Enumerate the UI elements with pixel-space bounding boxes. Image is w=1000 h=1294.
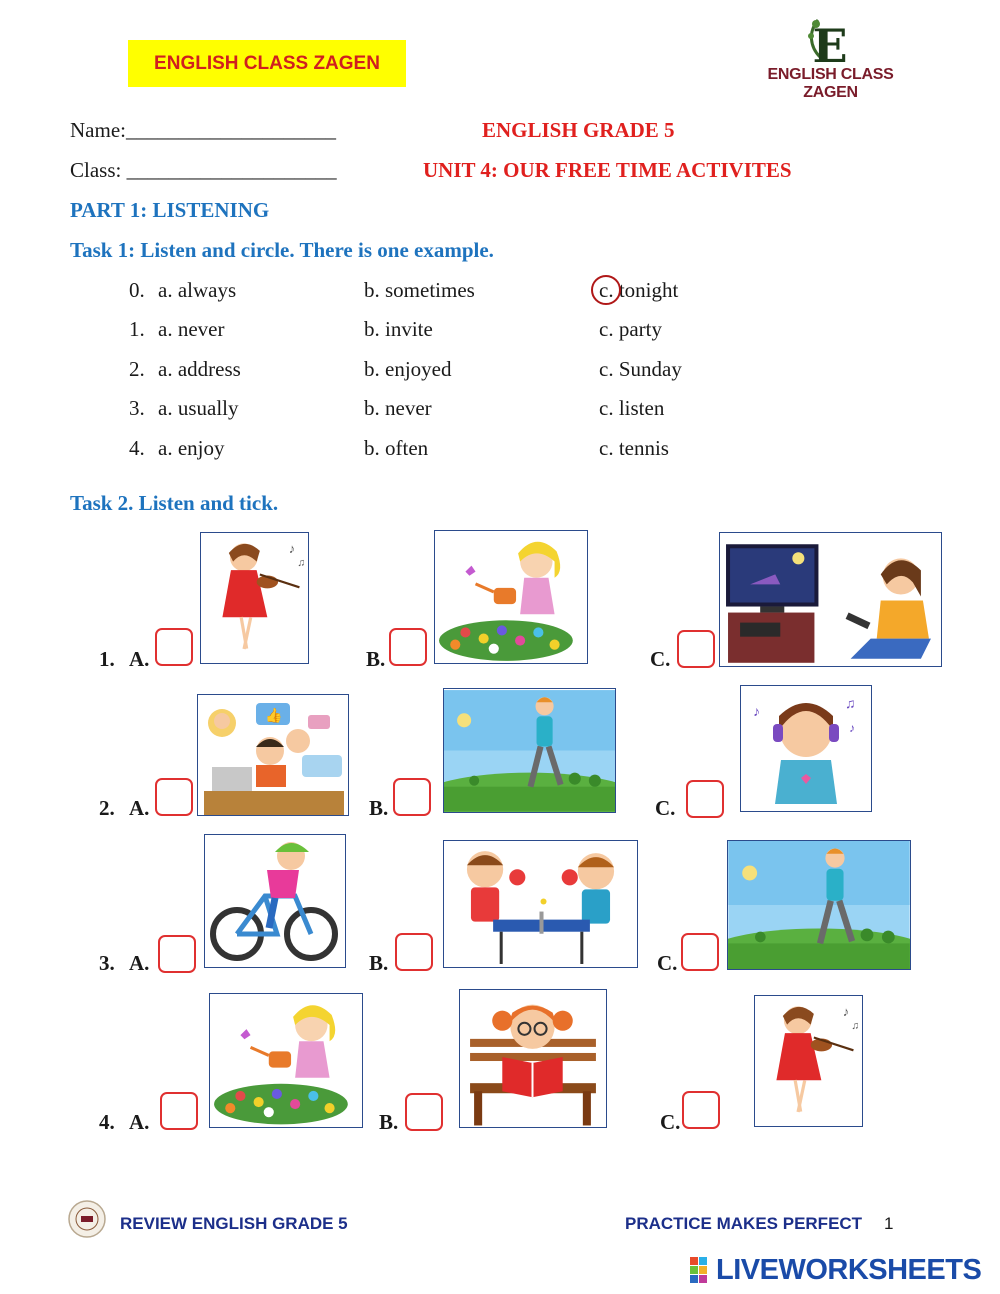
logo-text: ENGLISH CLASS ZAGEN bbox=[767, 66, 894, 101]
task1-row0-c[interactable] bbox=[599, 278, 678, 303]
task2-q3-c-picture bbox=[727, 840, 911, 970]
task2-q3-b-picture bbox=[443, 840, 638, 968]
task2-q2-label-c: C. bbox=[655, 796, 676, 820]
task2-q1-label-b: B. bbox=[366, 647, 386, 671]
task1-title: Task 1: Listen and circle. There is one example. bbox=[70, 238, 494, 262]
task2-q1-c-picture bbox=[719, 532, 942, 667]
logo-letter: E bbox=[812, 19, 848, 73]
task2-q1-label-c: C. bbox=[650, 647, 671, 671]
footer-left-text: REVIEW ENGLISH GRADE 5 bbox=[120, 1214, 348, 1233]
task2-q4-label-a: A. bbox=[129, 1110, 150, 1134]
task2-q4-label-c: C. bbox=[660, 1110, 681, 1134]
class-field[interactable]: Class: ____________________ bbox=[70, 158, 337, 182]
task2-q1-a-picture bbox=[200, 532, 309, 664]
liveworksheets-brand[interactable] bbox=[690, 1252, 981, 1288]
task2-q1-c-checkbox[interactable] bbox=[677, 630, 715, 668]
task1-row2-b[interactable]: b. enjoyed bbox=[364, 357, 452, 381]
task2-q2-c-checkbox[interactable] bbox=[686, 780, 724, 818]
task2-q4-num: 4. bbox=[99, 1110, 115, 1134]
task1-row4-c[interactable]: c. tennis bbox=[599, 436, 669, 460]
grade-title: ENGLISH GRADE 5 bbox=[482, 118, 675, 142]
task2-title: Task 2. Listen and tick. bbox=[70, 491, 279, 515]
task2-q4-b-picture bbox=[459, 989, 607, 1128]
task2-q1-label-a: A. bbox=[129, 647, 150, 671]
task1-row1-num: 1. bbox=[129, 317, 145, 341]
task2-q4-label-b: B. bbox=[379, 1110, 399, 1134]
task2-q1-num: 1. bbox=[99, 647, 115, 671]
footer-logo bbox=[68, 1200, 106, 1238]
footer-right-text: PRACTICE MAKES PERFECT bbox=[625, 1214, 863, 1233]
task2-q1-b-checkbox[interactable] bbox=[389, 628, 427, 666]
task1-row2-num: 2. bbox=[129, 357, 145, 381]
task2-q2-label-a: A. bbox=[129, 796, 150, 820]
task2-q4-b-checkbox[interactable] bbox=[405, 1093, 443, 1131]
task1-row1-b[interactable]: b. invite bbox=[364, 317, 433, 341]
task1-row4-b[interactable]: b. often bbox=[364, 436, 429, 460]
task2-q2-a-picture bbox=[197, 694, 349, 816]
task2-q2-c-picture bbox=[740, 685, 872, 812]
task2-q3-label-b: B. bbox=[369, 951, 389, 975]
task2-q2-b-picture bbox=[443, 688, 616, 813]
task1-row3-c[interactable]: c. listen bbox=[599, 396, 665, 420]
page-number: 1 bbox=[884, 1214, 894, 1233]
part1-title: PART 1: LISTENING bbox=[70, 198, 270, 222]
task1-row2-c[interactable]: c. Sunday bbox=[599, 357, 682, 381]
task2-q3-c-checkbox[interactable] bbox=[681, 933, 719, 971]
task2-q2-label-b: B. bbox=[369, 796, 389, 820]
task2-q4-a-picture bbox=[209, 993, 363, 1128]
task2-q2-num: 2. bbox=[99, 796, 115, 820]
task2-q3-a-checkbox[interactable] bbox=[158, 935, 196, 973]
task1-row1-c[interactable]: c. party bbox=[599, 317, 662, 341]
name-field[interactable]: Name:____________________ bbox=[70, 118, 336, 142]
task2-q3-a-picture bbox=[204, 834, 346, 968]
task1-row4-a[interactable]: a. enjoy bbox=[158, 436, 225, 460]
task2-q2-a-checkbox[interactable] bbox=[155, 778, 193, 816]
task2-q3-b-checkbox[interactable] bbox=[395, 933, 433, 971]
task2-q4-a-checkbox[interactable] bbox=[160, 1092, 198, 1130]
task2-q3-label-c: C. bbox=[657, 951, 678, 975]
liveworksheets-text: LIVEWORKSHEETS bbox=[716, 1253, 982, 1286]
task1-row0-a[interactable]: a. always bbox=[158, 278, 237, 302]
example-circle-mark bbox=[591, 275, 621, 305]
liveworksheets-icon bbox=[690, 1257, 716, 1283]
task2-q2-b-checkbox[interactable] bbox=[393, 778, 431, 816]
task2-q1-a-checkbox[interactable] bbox=[155, 628, 193, 666]
task1-row3-a[interactable]: a. usually bbox=[158, 396, 239, 420]
task1-row0-c-text: c. tonight bbox=[599, 278, 679, 302]
task1-row0-num: 0. bbox=[129, 278, 145, 302]
task2-q3-label-a: A. bbox=[129, 951, 150, 975]
task1-row2-a[interactable]: a. address bbox=[158, 357, 241, 381]
task2-q4-c-checkbox[interactable] bbox=[682, 1091, 720, 1129]
task1-row3-num: 3. bbox=[129, 396, 145, 420]
task1-row4-num: 4. bbox=[129, 436, 145, 460]
task2-q3-num: 3. bbox=[99, 951, 115, 975]
task2-q1-b-picture bbox=[434, 530, 588, 664]
task1-row1-a[interactable]: a. never bbox=[158, 317, 225, 341]
task1-row0-b[interactable]: b. sometimes bbox=[364, 278, 475, 302]
task2-q4-c-picture bbox=[754, 995, 863, 1127]
task1-row3-b[interactable]: b. never bbox=[364, 396, 432, 420]
header-banner: ENGLISH CLASS ZAGEN bbox=[128, 40, 406, 87]
unit-title: UNIT 4: OUR FREE TIME ACTIVITES bbox=[423, 158, 792, 182]
